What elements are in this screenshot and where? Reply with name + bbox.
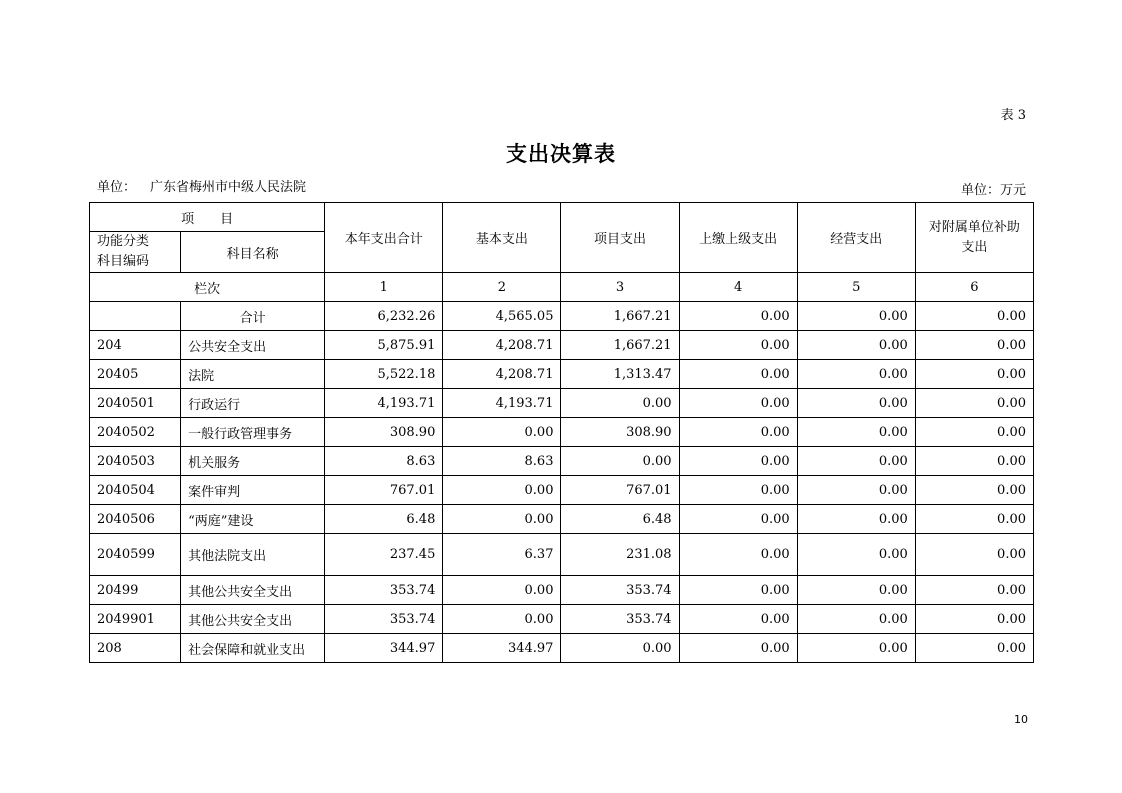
row-value: 0.00 bbox=[797, 534, 915, 576]
row-value: 0.00 bbox=[915, 576, 1033, 605]
row-value: 0.00 bbox=[679, 634, 797, 663]
row-value: 344.97 bbox=[325, 634, 443, 663]
table-row bbox=[90, 360, 1034, 389]
table-row bbox=[90, 534, 1034, 576]
header-func-code: 功能分类 科目编码 bbox=[90, 232, 181, 273]
row-code: 2040502 bbox=[90, 418, 181, 447]
row-value: 344.97 bbox=[443, 634, 561, 663]
row-value: 0.00 bbox=[679, 389, 797, 418]
row-value: 5,522.18 bbox=[325, 360, 443, 389]
row-code: 20405 bbox=[90, 360, 181, 389]
row-value: 0.00 bbox=[915, 476, 1033, 505]
row-value: 767.01 bbox=[561, 476, 679, 505]
table-row bbox=[90, 634, 1034, 663]
row-subject-name: 法院 bbox=[181, 360, 325, 389]
row-value: 0.00 bbox=[561, 447, 679, 476]
row-subject-name: 机关服务 bbox=[181, 447, 325, 476]
row-value: 4,208.71 bbox=[443, 331, 561, 360]
row-value: 353.74 bbox=[325, 605, 443, 634]
row-value: 0.00 bbox=[561, 634, 679, 663]
row-value: 0.00 bbox=[915, 331, 1033, 360]
index-cell: 3 bbox=[561, 273, 679, 302]
row-subject-name: 一般行政管理事务 bbox=[181, 418, 325, 447]
row-subject-name: 公共安全支出 bbox=[181, 331, 325, 360]
header-basic: 基本支出 bbox=[443, 203, 561, 273]
row-value: 0.00 bbox=[561, 389, 679, 418]
row-value: 0.00 bbox=[443, 505, 561, 534]
row-value: 6.48 bbox=[561, 505, 679, 534]
index-cell: 4 bbox=[679, 273, 797, 302]
table-row bbox=[90, 418, 1034, 447]
unit-info bbox=[97, 176, 306, 195]
row-value: 353.74 bbox=[561, 605, 679, 634]
header-item: 项 目 bbox=[90, 203, 325, 232]
row-value: 4,193.71 bbox=[443, 389, 561, 418]
total-label: 合计 bbox=[181, 302, 325, 331]
total-code bbox=[90, 302, 181, 331]
row-value: 0.00 bbox=[797, 331, 915, 360]
row-value: 0.00 bbox=[797, 476, 915, 505]
row-value: 4,193.71 bbox=[325, 389, 443, 418]
row-value: 0.00 bbox=[915, 534, 1033, 576]
row-value: 0.00 bbox=[797, 389, 915, 418]
row-value: 0.00 bbox=[915, 634, 1033, 663]
table-number: 表 3 bbox=[1000, 108, 1026, 123]
table-row bbox=[90, 505, 1034, 534]
total-row bbox=[90, 302, 1034, 331]
row-value: 1,313.47 bbox=[561, 360, 679, 389]
row-value: 308.90 bbox=[561, 418, 679, 447]
index-cell: 2 bbox=[443, 273, 561, 302]
row-value: 0.00 bbox=[679, 447, 797, 476]
header-business: 经营支出 bbox=[797, 203, 915, 273]
row-subject-name: 其他法院支出 bbox=[181, 534, 325, 576]
row-code: 2040599 bbox=[90, 534, 181, 576]
header-total: 本年支出合计 bbox=[325, 203, 443, 273]
row-value: 237.45 bbox=[325, 534, 443, 576]
row-value: 0.00 bbox=[679, 360, 797, 389]
total-value: 0.00 bbox=[679, 302, 797, 331]
table-row bbox=[90, 331, 1034, 360]
row-value: 0.00 bbox=[797, 576, 915, 605]
row-value: 0.00 bbox=[679, 331, 797, 360]
row-value: 0.00 bbox=[679, 476, 797, 505]
index-cell: 5 bbox=[797, 273, 915, 302]
total-value: 1,667.21 bbox=[561, 302, 679, 331]
total-value: 4,565.05 bbox=[443, 302, 561, 331]
row-value: 0.00 bbox=[915, 360, 1033, 389]
row-subject-name: 其他公共安全支出 bbox=[181, 576, 325, 605]
row-value: 0.00 bbox=[797, 605, 915, 634]
page-number: 10 bbox=[1014, 713, 1028, 726]
total-value: 0.00 bbox=[797, 302, 915, 331]
row-value: 0.00 bbox=[443, 576, 561, 605]
row-value: 0.00 bbox=[443, 476, 561, 505]
row-code: 20499 bbox=[90, 576, 181, 605]
row-value: 5,875.91 bbox=[325, 331, 443, 360]
row-value: 353.74 bbox=[325, 576, 443, 605]
row-code: 2049901 bbox=[90, 605, 181, 634]
row-code: 2040504 bbox=[90, 476, 181, 505]
row-value: 0.00 bbox=[915, 389, 1033, 418]
row-value: 1,667.21 bbox=[561, 331, 679, 360]
row-value: 0.00 bbox=[679, 605, 797, 634]
row-value: 0.00 bbox=[797, 447, 915, 476]
row-value: 353.74 bbox=[561, 576, 679, 605]
currency-unit: 单位：万元 bbox=[960, 183, 1026, 198]
row-value: 6.37 bbox=[443, 534, 561, 576]
header-row-1 bbox=[90, 203, 1034, 232]
header-upper: 上缴上级支出 bbox=[679, 203, 797, 273]
row-value: 0.00 bbox=[443, 605, 561, 634]
index-row bbox=[90, 273, 1034, 302]
row-value: 0.00 bbox=[679, 534, 797, 576]
row-value: 4,208.71 bbox=[443, 360, 561, 389]
header-subsidy: 对附属单位补助 支出 bbox=[915, 203, 1033, 273]
index-label: 栏次 bbox=[90, 273, 325, 302]
row-value: 0.00 bbox=[915, 418, 1033, 447]
row-code: 2040501 bbox=[90, 389, 181, 418]
unit-label: 单位： bbox=[97, 180, 137, 195]
row-subject-name: 行政运行 bbox=[181, 389, 325, 418]
header-project: 项目支出 bbox=[561, 203, 679, 273]
row-value: 767.01 bbox=[325, 476, 443, 505]
row-value: 0.00 bbox=[915, 605, 1033, 634]
row-value: 0.00 bbox=[679, 505, 797, 534]
table-row bbox=[90, 447, 1034, 476]
row-value: 0.00 bbox=[915, 447, 1033, 476]
table-row bbox=[90, 389, 1034, 418]
index-cell: 1 bbox=[325, 273, 443, 302]
row-subject-name: “两庭”建设 bbox=[181, 505, 325, 534]
row-subject-name: 案件审判 bbox=[181, 476, 325, 505]
row-code: 2040503 bbox=[90, 447, 181, 476]
index-cell: 6 bbox=[915, 273, 1033, 302]
row-value: 6.48 bbox=[325, 505, 443, 534]
row-value: 0.00 bbox=[915, 505, 1033, 534]
row-value: 8.63 bbox=[443, 447, 561, 476]
table-row bbox=[90, 476, 1034, 505]
total-value: 6,232.26 bbox=[325, 302, 443, 331]
row-code: 204 bbox=[90, 331, 181, 360]
row-value: 231.08 bbox=[561, 534, 679, 576]
row-value: 0.00 bbox=[797, 360, 915, 389]
table-row bbox=[90, 576, 1034, 605]
organization-name: 广东省梅州市中级人民法院 bbox=[150, 180, 307, 195]
row-code: 208 bbox=[90, 634, 181, 663]
row-value: 0.00 bbox=[443, 418, 561, 447]
row-value: 0.00 bbox=[797, 418, 915, 447]
expenditure-table bbox=[89, 202, 1034, 663]
row-subject-name: 其他公共安全支出 bbox=[181, 605, 325, 634]
total-value: 0.00 bbox=[915, 302, 1033, 331]
row-value: 308.90 bbox=[325, 418, 443, 447]
table-row bbox=[90, 605, 1034, 634]
row-value: 0.00 bbox=[797, 505, 915, 534]
row-code: 2040506 bbox=[90, 505, 181, 534]
header-subject-name: 科目名称 bbox=[181, 232, 325, 273]
row-value: 0.00 bbox=[679, 576, 797, 605]
row-value: 0.00 bbox=[679, 418, 797, 447]
page-title: 支出决算表 bbox=[506, 141, 616, 166]
row-value: 8.63 bbox=[325, 447, 443, 476]
row-subject-name: 社会保障和就业支出 bbox=[181, 634, 325, 663]
row-value: 0.00 bbox=[797, 634, 915, 663]
